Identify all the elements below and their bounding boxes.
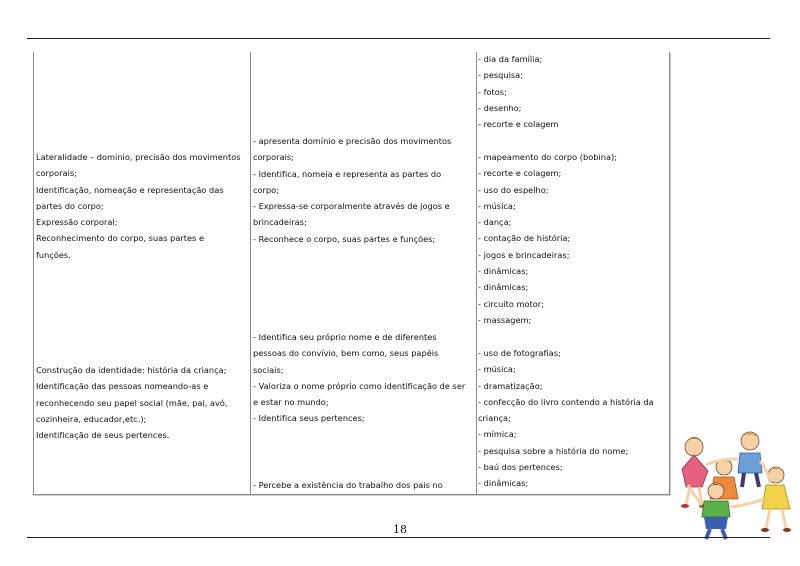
col2-block2 (253, 329, 465, 427)
text-line: Identificação de seus pertences. (36, 430, 170, 441)
text-line: - baú dos pertences; (478, 462, 563, 473)
text-line: - uso de fotografias; (478, 348, 561, 358)
text-line: - fotos; (478, 86, 507, 97)
column-divider (250, 52, 251, 495)
text-line: - dança; (478, 217, 512, 228)
text-line: - jogos e brincadeiras; (478, 249, 570, 260)
col2-block1 (253, 133, 451, 247)
text-line: - pesquisa sobre a história do nome; (478, 445, 629, 456)
column-divider (476, 52, 477, 495)
text-line: - Valoriza o nome próprio como identificação de ser (253, 380, 466, 391)
text-line: corporais; (253, 152, 294, 163)
text-line: funções. (36, 249, 71, 260)
text-line: - dinâmicas; (478, 282, 529, 293)
bottom-rule (27, 537, 770, 538)
col3-block2 (478, 149, 617, 328)
text-line: - Expressa-se corporalmente através de jogos e (253, 201, 450, 212)
text-line: - Reconhece o corpo, suas partes e funções; (253, 233, 436, 244)
text-line: pessoas do convívio, bem como, seus papéis (253, 348, 439, 359)
page-number: 18 (393, 523, 407, 536)
text-line: Identificação das pessoas nomeando-as e (36, 381, 209, 392)
text-line: - Percebe a existência do trabalho dos pais no (253, 480, 443, 490)
text-line: - dramatização; (478, 380, 543, 391)
text-line: sociais; (253, 364, 284, 375)
children-dancing-in-circle-icon (672, 425, 794, 543)
text-line: e estar no mundo; (253, 397, 329, 408)
text-line: - música; (478, 364, 516, 375)
text-line: - confecção do livro contendo a história da (478, 396, 654, 407)
text-line: - apresenta domínio e precisão dos movimentos (253, 136, 452, 146)
text-line: - Identifica, nomeia e representa as partes do (253, 168, 442, 179)
text-line: corpo; (253, 184, 279, 195)
text-line: - recorte e colagem (478, 119, 559, 130)
col3-block1 (478, 51, 559, 132)
text-line: - música; (478, 200, 516, 211)
text-line: - contação de história; (478, 233, 571, 244)
col1-block2 (36, 362, 228, 443)
text-line: - circuito motor; (478, 298, 544, 309)
text-line: cozinheira, educador,etc.); (36, 413, 147, 424)
text-line: Lateralidade – domínio, precisão dos movimentos (36, 152, 241, 162)
text-line: Expressão corporal; (36, 217, 118, 228)
text-line: - mímica; (478, 429, 517, 440)
text-line: corporais; (36, 168, 77, 179)
col3-block3 (478, 345, 654, 492)
col1-block1 (36, 149, 241, 263)
top-rule (27, 38, 770, 39)
text-line: - Identifica seus pertences; (253, 413, 365, 424)
text-line: - recorte e colagem; (478, 168, 562, 179)
text-line: - desenho; (478, 102, 522, 113)
text-line: - mapeamento do corpo (bobina); (478, 152, 617, 162)
text-line: Reconhecimento do corpo, suas partes e (36, 233, 205, 244)
text-line: - dinâmicas; (478, 478, 529, 489)
text-line: Construção da identidade: história da criança; (36, 365, 227, 375)
text-line: - dia da família; (478, 54, 543, 64)
text-line: - massagem; (478, 314, 532, 325)
text-line: - dinâmicas; (478, 266, 529, 277)
text-line: partes do corpo; (36, 200, 104, 211)
text-line: brincadeiras; (253, 217, 307, 228)
col2-block3 (253, 477, 443, 493)
text-line: - uso do espelho; (478, 184, 549, 195)
text-line: criança; (478, 413, 511, 424)
text-line: reconhecendo seu papel social (mãe, pai, avó, (36, 397, 228, 408)
text-line: - pesquisa; (478, 70, 523, 81)
text-line: Identificação, nomeação e representação das (36, 184, 224, 195)
text-line: - Identifica seu próprio nome e de diferentes (253, 332, 437, 342)
